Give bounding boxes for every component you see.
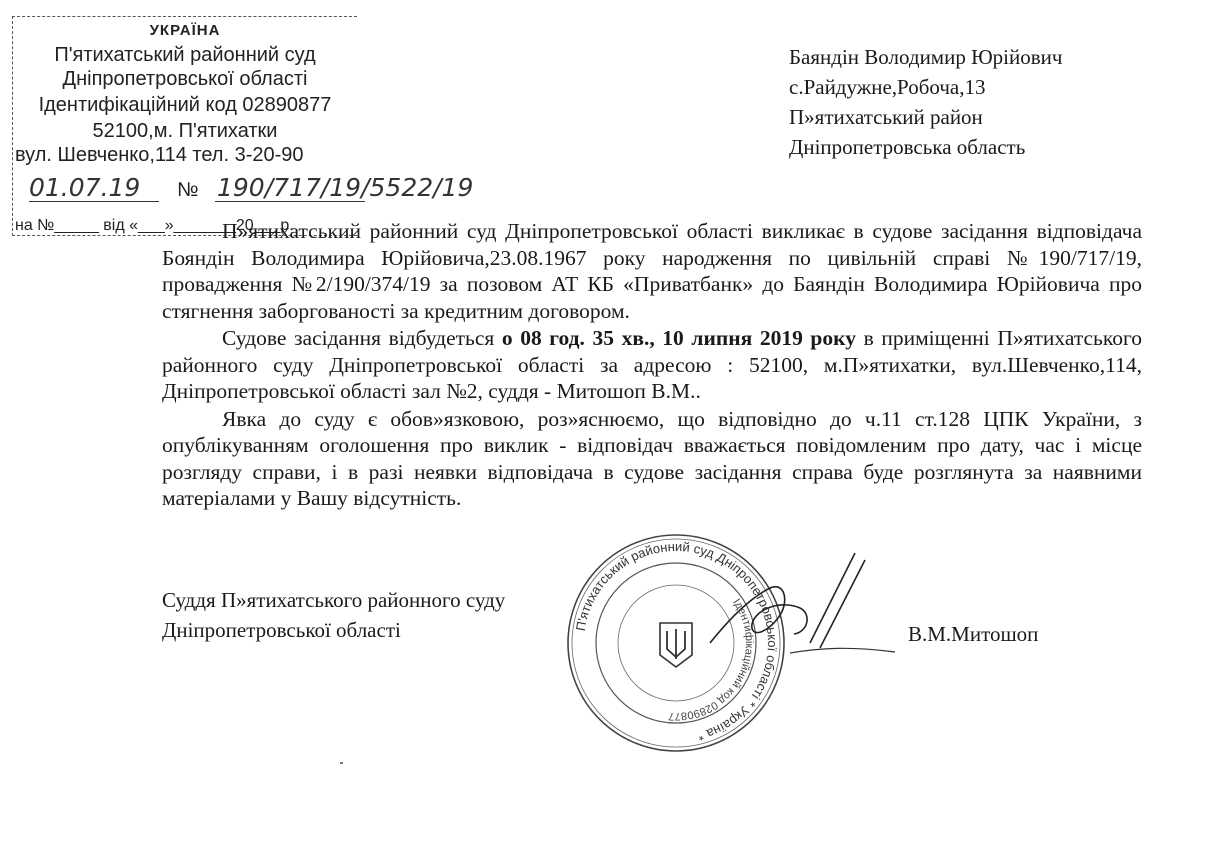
judge-title-line1: Суддя П»ятихатського районного суду xyxy=(162,588,506,612)
hearing-place: в приміщенні П»ятихатського районного суду Дніпропетровської області за адресою : 52100, м.П»ятихатки, вул.Шевченко,114, Дніпропетровської області зал №2, суддя - Митошоп В.М.. xyxy=(162,326,1142,403)
hearing-datetime: о 08 год. 35 хв., 10 липня 2019 року xyxy=(501,326,856,350)
reg-date: 01.07.19 xyxy=(29,173,141,202)
stamp-postal: 52100,м. П'ятихатки xyxy=(92,120,278,142)
stamp-street-phone: вул. Шевченко,114 тел. 3-20-90 xyxy=(15,144,304,166)
judge-title-block xyxy=(162,585,505,645)
judge-name: В.М.Митошоп xyxy=(908,622,1039,646)
paragraph-attendance: Явка до суду є обов»язковою, роз»яснюємо, що відповідно до ч.11 ст.128 ЦПК України, з опублікуванням оголошення про виклик - відповідач вважається повідомленим про дату, час і місце розгляду справи, і в разі неявки відповідача в судове засідання справа буде розглянута за наявними матеріалами у Вашу відсутність. xyxy=(162,406,1142,510)
stamp-country: УКРАЇНА xyxy=(149,22,221,39)
reg-number: 190/717/19/5522/19 xyxy=(217,173,474,202)
addressee-region: Дніпропетровська область xyxy=(789,135,1026,159)
stamp-id-code: Ідентифікаційний код 02890877 xyxy=(38,94,332,116)
reg-date-underline xyxy=(29,201,159,202)
seal-ring-text: П'ятихатський районний суд Дніпропетровської області * Україна * xyxy=(572,538,781,745)
paragraph-summons: П»ятихатський районний суд Дніпропетровської області викликає в судове засідання відповідача Бояндін Володимира Юрійовича,23.08.1967 року народження по цивільній справі №190/717/19, провадження №2/190/374/19 за позовом АТ КБ «Приватбанк» до Баяндін Володимира Юрійовича про стягнення заборгованості за кредитним договором. xyxy=(162,219,1142,323)
stamp-registration xyxy=(15,175,515,215)
addressee-name: Баяндін Володимир Юрійович xyxy=(789,45,1063,69)
addressee-street: с.Райдужне,Робоча,13 xyxy=(789,75,986,99)
court-stamp xyxy=(12,16,474,236)
judge-title-line2: Дніпропетровської області xyxy=(162,618,401,642)
hearing-intro: Судове засідання відбудеться xyxy=(222,326,502,350)
trident-emblem xyxy=(660,623,692,667)
addressee-district: П»ятихатський район xyxy=(789,105,983,129)
stamp-region: Дніпропетровської області xyxy=(62,68,308,90)
addressee-block xyxy=(789,42,1209,162)
stamp-court-name: П'ятихатський районний суд xyxy=(54,44,316,66)
handwritten-signature xyxy=(690,548,900,678)
stamp-reference-line: на №_____ від «___»_______20___р. xyxy=(15,217,294,234)
scan-speck xyxy=(340,762,343,764)
paragraph-hearing xyxy=(162,325,1142,405)
reg-no-label: № xyxy=(177,179,199,201)
reg-no-underline xyxy=(215,201,365,202)
seal-inner-text: Ідентифікаційний код 02890877 xyxy=(667,596,756,723)
summons-body xyxy=(162,218,1142,512)
